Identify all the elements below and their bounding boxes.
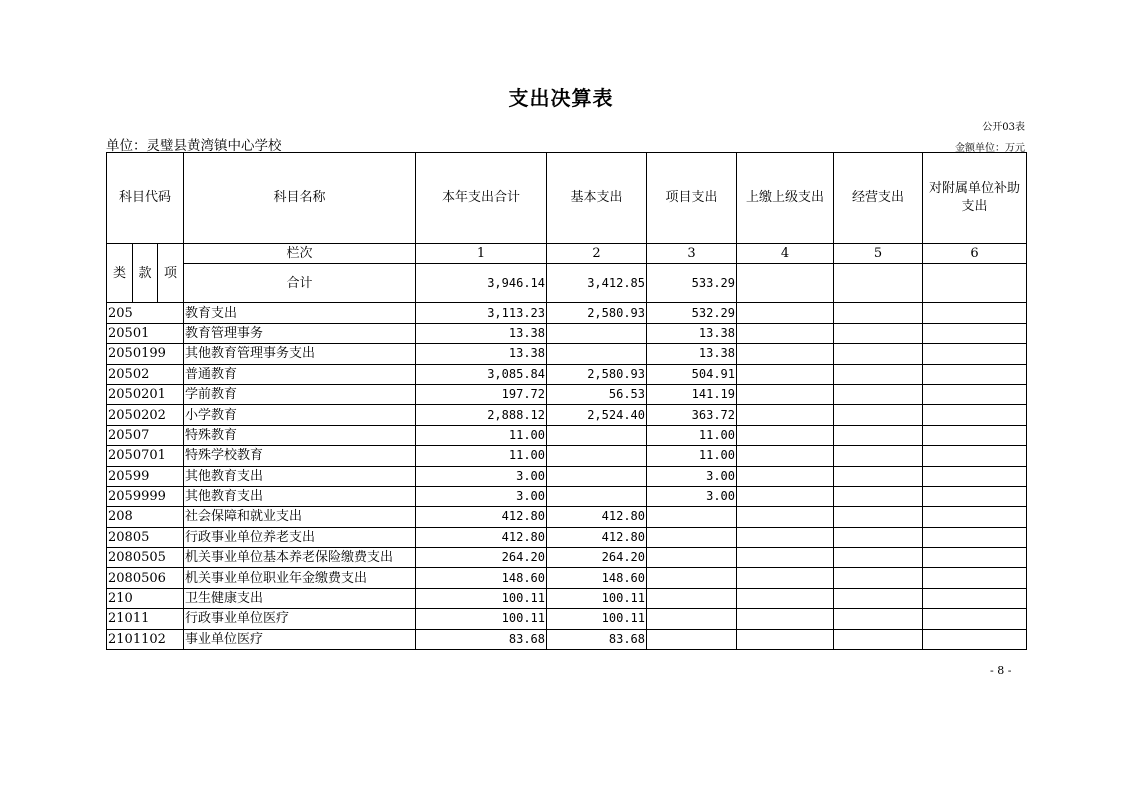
row-project: 532.29 [647, 303, 737, 323]
row-upper [737, 609, 834, 629]
row-upper [737, 364, 834, 384]
reporting-unit: 单位：灵璧县黄湾镇中心学校 [106, 138, 282, 154]
row-business [834, 446, 923, 466]
row-subsidy [923, 609, 1027, 629]
row-upper [737, 588, 834, 608]
row-upper [737, 527, 834, 547]
row-business [834, 364, 923, 384]
row-project: 3.00 [647, 466, 737, 486]
row-basic [547, 425, 647, 445]
column-number-3: 3 [647, 244, 737, 264]
row-total: 264.20 [416, 548, 547, 568]
row-code: 2101102 [107, 629, 184, 649]
row-subsidy [923, 629, 1027, 649]
row-subsidy [923, 466, 1027, 486]
row-basic: 412.80 [547, 527, 647, 547]
row-total: 83.68 [416, 629, 547, 649]
row-subsidy [923, 364, 1027, 384]
row-total: 412.80 [416, 527, 547, 547]
column-number-6: 6 [923, 244, 1027, 264]
row-project [647, 548, 737, 568]
row-subsidy [923, 384, 1027, 404]
row-code: 21011 [107, 609, 184, 629]
row-business [834, 323, 923, 343]
row-code: 2050202 [107, 405, 184, 425]
row-name: 机关事业单位职业年金缴费支出 [184, 568, 416, 588]
row-upper [737, 629, 834, 649]
row-project [647, 527, 737, 547]
row-subsidy [923, 405, 1027, 425]
row-project [647, 507, 737, 527]
row-basic [547, 446, 647, 466]
row-name: 其他教育管理事务支出 [184, 344, 416, 364]
sum-basic: 3,412.85 [547, 264, 647, 303]
row-name: 事业单位医疗 [184, 629, 416, 649]
row-business [834, 629, 923, 649]
header-lei: 类 [107, 244, 133, 303]
table-row [107, 344, 1027, 364]
column-number-5: 5 [834, 244, 923, 264]
row-basic: 100.11 [547, 588, 647, 608]
row-basic: 56.53 [547, 384, 647, 404]
row-code: 210 [107, 588, 184, 608]
row-total: 11.00 [416, 425, 547, 445]
row-business [834, 425, 923, 445]
sum-row [107, 264, 1027, 303]
row-code: 208 [107, 507, 184, 527]
row-name: 社会保障和就业支出 [184, 507, 416, 527]
row-basic: 264.20 [547, 548, 647, 568]
row-business [834, 405, 923, 425]
row-basic: 412.80 [547, 507, 647, 527]
row-business [834, 609, 923, 629]
column-number-4: 4 [737, 244, 834, 264]
table-row [107, 446, 1027, 466]
row-code: 2050201 [107, 384, 184, 404]
row-name: 其他教育支出 [184, 486, 416, 506]
row-business [834, 486, 923, 506]
row-code: 20501 [107, 323, 184, 343]
form-number: 公开03表 [982, 122, 1025, 133]
row-name: 其他教育支出 [184, 466, 416, 486]
row-total: 148.60 [416, 568, 547, 588]
row-code: 2059999 [107, 486, 184, 506]
table-row [107, 507, 1027, 527]
row-upper [737, 548, 834, 568]
table-row [107, 425, 1027, 445]
row-project [647, 588, 737, 608]
header-upper: 上缴上级支出 [737, 153, 834, 244]
row-upper [737, 466, 834, 486]
row-basic: 2,580.93 [547, 364, 647, 384]
row-name: 小学教育 [184, 405, 416, 425]
row-upper [737, 425, 834, 445]
row-basic [547, 344, 647, 364]
row-code: 20599 [107, 466, 184, 486]
sum-project: 533.29 [647, 264, 737, 303]
row-total: 13.38 [416, 344, 547, 364]
row-project: 504.91 [647, 364, 737, 384]
row-subsidy [923, 548, 1027, 568]
row-basic: 148.60 [547, 568, 647, 588]
row-name: 学前教育 [184, 384, 416, 404]
row-business [834, 466, 923, 486]
row-total: 100.11 [416, 609, 547, 629]
row-total: 13.38 [416, 323, 547, 343]
row-code: 2050701 [107, 446, 184, 466]
sum-upper [737, 264, 834, 303]
row-subsidy [923, 486, 1027, 506]
row-code: 20502 [107, 364, 184, 384]
row-upper [737, 303, 834, 323]
table-row [107, 486, 1027, 506]
row-subsidy [923, 303, 1027, 323]
table-row [107, 323, 1027, 343]
row-code: 2080505 [107, 548, 184, 568]
money-unit: 金额单位：万元 [955, 143, 1025, 154]
row-subsidy [923, 568, 1027, 588]
table-row [107, 527, 1027, 547]
row-business [834, 344, 923, 364]
row-upper [737, 405, 834, 425]
row-project: 363.72 [647, 405, 737, 425]
row-subsidy [923, 446, 1027, 466]
row-project [647, 609, 737, 629]
row-name: 特殊教育 [184, 425, 416, 445]
row-subsidy [923, 588, 1027, 608]
row-total: 412.80 [416, 507, 547, 527]
row-subsidy [923, 527, 1027, 547]
row-project [647, 629, 737, 649]
row-basic: 100.11 [547, 609, 647, 629]
header-business: 经营支出 [834, 153, 923, 244]
row-name: 卫生健康支出 [184, 588, 416, 608]
row-code: 20507 [107, 425, 184, 445]
row-basic: 2,580.93 [547, 303, 647, 323]
row-name: 机关事业单位基本养老保险缴费支出 [184, 548, 416, 568]
row-total: 100.11 [416, 588, 547, 608]
header-row [107, 153, 1027, 244]
header-subsidy: 对附属单位补助支出 [923, 153, 1027, 244]
page-number: - 8 - [990, 664, 1012, 677]
expenditure-table [106, 152, 1027, 650]
row-total: 3.00 [416, 486, 547, 506]
table-row [107, 588, 1027, 608]
document-title: 支出决算表 [508, 86, 614, 110]
row-basic [547, 466, 647, 486]
row-business [834, 588, 923, 608]
row-code: 2050199 [107, 344, 184, 364]
row-upper [737, 446, 834, 466]
sum-label: 合计 [184, 264, 416, 303]
row-code: 205 [107, 303, 184, 323]
row-total: 197.72 [416, 384, 547, 404]
row-upper [737, 486, 834, 506]
column-number-row [107, 244, 1027, 264]
header-name: 科目名称 [184, 153, 416, 244]
table-row [107, 629, 1027, 649]
row-project: 141.19 [647, 384, 737, 404]
row-business [834, 568, 923, 588]
row-subsidy [923, 344, 1027, 364]
row-total: 3.00 [416, 466, 547, 486]
sum-subsidy [923, 264, 1027, 303]
header-total: 本年支出合计 [416, 153, 547, 244]
row-subsidy [923, 507, 1027, 527]
row-name: 教育管理事务 [184, 323, 416, 343]
row-total: 2,888.12 [416, 405, 547, 425]
column-number-1: 1 [416, 244, 547, 264]
sum-business [834, 264, 923, 303]
row-total: 11.00 [416, 446, 547, 466]
header-kuan: 款 [133, 244, 158, 303]
table-row [107, 384, 1027, 404]
row-name: 特殊学校教育 [184, 446, 416, 466]
sum-total: 3,946.14 [416, 264, 547, 303]
row-project: 11.00 [647, 425, 737, 445]
row-business [834, 303, 923, 323]
header-xiang: 项 [158, 244, 184, 303]
header-code: 科目代码 [107, 153, 184, 244]
row-name: 行政事业单位医疗 [184, 609, 416, 629]
row-business [834, 548, 923, 568]
row-business [834, 507, 923, 527]
table-row [107, 405, 1027, 425]
table-row [107, 548, 1027, 568]
row-upper [737, 568, 834, 588]
row-business [834, 527, 923, 547]
column-number-2: 2 [547, 244, 647, 264]
row-upper [737, 323, 834, 343]
table-row [107, 568, 1027, 588]
row-basic: 83.68 [547, 629, 647, 649]
row-code: 2080506 [107, 568, 184, 588]
row-basic: 2,524.40 [547, 405, 647, 425]
row-project [647, 568, 737, 588]
row-code: 20805 [107, 527, 184, 547]
row-basic [547, 486, 647, 506]
header-project: 项目支出 [647, 153, 737, 244]
row-upper [737, 384, 834, 404]
row-project: 13.38 [647, 323, 737, 343]
row-basic [547, 323, 647, 343]
row-name: 普通教育 [184, 364, 416, 384]
row-subsidy [923, 323, 1027, 343]
row-subsidy [923, 425, 1027, 445]
row-name: 行政事业单位养老支出 [184, 527, 416, 547]
table-row [107, 364, 1027, 384]
row-upper [737, 507, 834, 527]
table-row [107, 303, 1027, 323]
row-business [834, 384, 923, 404]
table-row [107, 466, 1027, 486]
row-project: 13.38 [647, 344, 737, 364]
row-project: 3.00 [647, 486, 737, 506]
header-basic: 基本支出 [547, 153, 647, 244]
row-total: 3,113.23 [416, 303, 547, 323]
table-row [107, 609, 1027, 629]
row-upper [737, 344, 834, 364]
row-name: 教育支出 [184, 303, 416, 323]
column-label: 栏次 [184, 244, 416, 264]
row-total: 3,085.84 [416, 364, 547, 384]
row-project: 11.00 [647, 446, 737, 466]
